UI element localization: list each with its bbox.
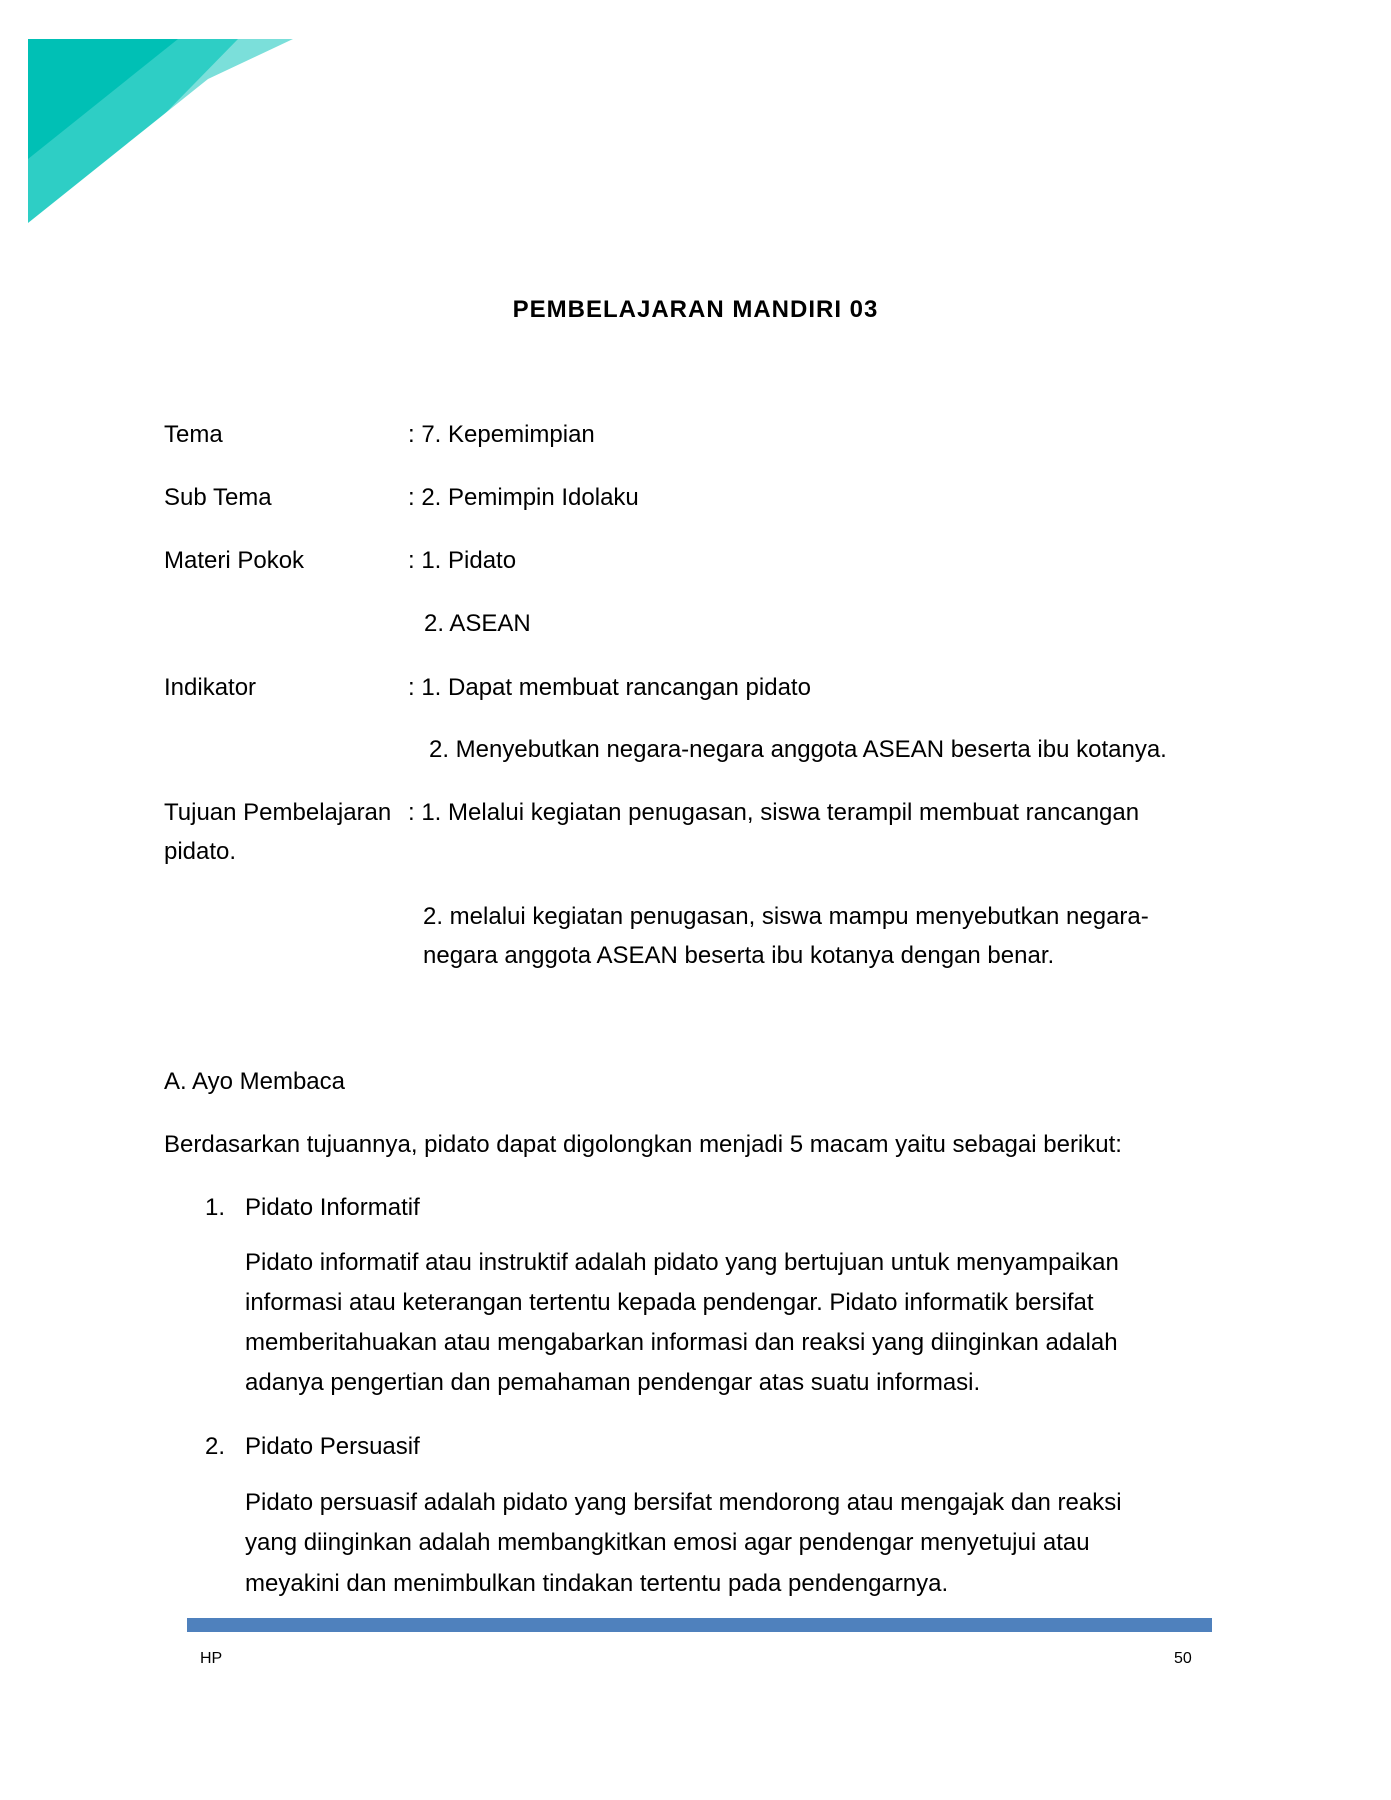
tujuan-value-2b: negara anggota ASEAN beserta ibu kotanya dengan benar. [423,942,1055,969]
section-heading: A. Ayo Membaca [164,1068,345,1095]
list-item-text: Pidato informatif atau instruktif adalah pidato yang bertujuan untuk menyampaikan [245,1249,1119,1276]
materi-value-1: : 1. Pidato [408,547,517,574]
list-item-text: meyakini dan menimbulkan tindakan tertentu pada pendengarnya. [245,1570,949,1597]
page-title: PEMBELAJARAN MANDIRI 03 [512,296,879,323]
tema-value: : 7. Kepemimpian [408,421,595,448]
indikator-label: Indikator [164,674,257,701]
footer-left-text: HP [200,1650,223,1667]
tujuan-label: Tujuan Pembelajaran [164,799,392,826]
list-item-text: memberitahuakan atau mengabarkan informasi dan reaksi yang diinginkan adalah [245,1329,1118,1356]
tujuan-value-1b: pidato. [164,838,237,865]
indikator-value-2: 2. Menyebutkan negara-negara anggota ASEAN beserta ibu kotanya. [429,736,1167,763]
materi-value-2: 2. ASEAN [424,610,531,637]
list-item-title: Pidato Persuasif [245,1433,420,1460]
list-item-text: yang diinginkan adalah membangkitkan emosi agar pendengar menyetujui atau [245,1529,1090,1556]
list-item-number: 1. [205,1194,226,1221]
tujuan-value-1: : 1. Melalui kegiatan penugasan, siswa terampil membuat rancangan [408,799,1140,826]
materi-label: Materi Pokok [164,547,305,574]
subtema-label: Sub Tema [164,484,272,511]
indikator-value-1: : 1. Dapat membuat rancangan pidato [408,674,811,701]
decorative-corner-logo [28,39,293,228]
list-item-text: adanya pengertian dan pemahaman pendengar atas suatu informasi. [245,1369,981,1396]
tujuan-value-2a: 2. melalui kegiatan penugasan, siswa mampu menyebutkan negara- [423,903,1149,930]
footer-divider [187,1618,1212,1632]
subtema-value: : 2. Pemimpin Idolaku [408,484,639,511]
list-item-number: 2. [205,1433,226,1460]
list-item-text: Pidato persuasif adalah pidato yang bersifat mendorong atau mengajak dan reaksi [245,1489,1122,1516]
list-item-title: Pidato Informatif [245,1194,420,1221]
list-item-text: informasi atau keterangan tertentu kepada pendengar. Pidato informatik bersifat [245,1289,1094,1316]
page-number: 50 [1174,1650,1192,1667]
section-intro: Berdasarkan tujuannya, pidato dapat digolongkan menjadi 5 macam yaitu sebagai berikut: [164,1131,1122,1158]
tema-label: Tema [164,421,223,448]
